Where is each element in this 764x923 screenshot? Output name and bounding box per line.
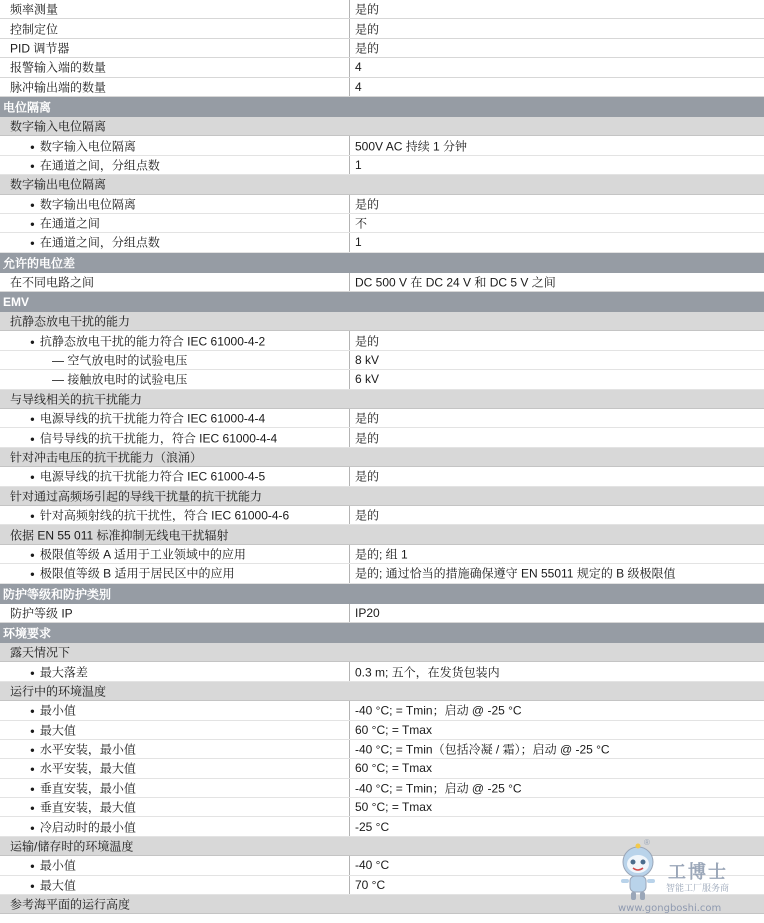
section-header: [0, 623, 764, 643]
spec-row: [0, 740, 764, 759]
spec-value: 60 °C; = Tmax: [355, 761, 432, 776]
spec-label: ● 在通道之间: [30, 215, 100, 232]
watermark-brand-name: 工博士: [668, 862, 728, 883]
spec-row: [0, 39, 764, 58]
spec-row: [0, 331, 764, 350]
watermark-registered-mark: ®: [644, 838, 650, 847]
spec-label: — 接触放电时的试验电压: [52, 372, 188, 387]
subsection-header: [0, 487, 764, 506]
spec-label: ● 垂直安装，最大值: [30, 799, 136, 816]
spec-row: [0, 817, 764, 836]
spec-row: [0, 428, 764, 447]
spec-row: [0, 564, 764, 583]
spec-row: [0, 506, 764, 525]
spec-value: 是的: [355, 22, 380, 37]
label-cell: [0, 292, 350, 312]
spec-row: [0, 233, 764, 252]
spec-label: 参考海平面的运行高度: [10, 897, 131, 912]
subsection-header: [0, 117, 764, 136]
spec-row: [0, 351, 764, 370]
spec-row: [0, 0, 764, 19]
spec-label: 数字输出电位隔离: [10, 177, 107, 192]
subsection-header: [0, 312, 764, 331]
spec-label: 露天情况下: [10, 645, 71, 660]
spec-label: ● 垂直安装，最小值: [30, 779, 136, 796]
watermark: [616, 838, 756, 918]
spec-label: ● 数字输出电位隔离: [30, 195, 136, 212]
spec-row: [0, 701, 764, 720]
spec-label: ● 信号导线的抗干扰能力，符合 IEC 61000-4-4: [30, 429, 277, 446]
spec-value: 是的: [355, 334, 380, 349]
spec-label: EMV: [3, 295, 30, 310]
spec-value: -40 °C; = Tmin；启动 @ -25 °C: [355, 781, 522, 796]
subsection-header: [0, 643, 764, 662]
spec-label: 依据 EN 55 011 标准抑制无线电干扰辐射: [10, 528, 229, 543]
spec-label: 针对冲击电压的抗干扰能力（浪涌）: [10, 450, 203, 465]
spec-value: 是的: [355, 2, 380, 17]
spec-value: 6 kV: [355, 372, 380, 387]
spec-label: 电位隔离: [3, 100, 52, 115]
spec-row: [0, 195, 764, 214]
spec-value: 1: [355, 235, 362, 250]
subsection-header: [0, 525, 764, 544]
spec-row: [0, 721, 764, 740]
section-header: [0, 292, 764, 312]
subsection-header: [0, 175, 764, 194]
spec-label: ● 水平安装，最小值: [30, 741, 136, 758]
spec-label: 频率测量: [10, 2, 59, 17]
spec-label: ● 最大值: [30, 876, 76, 893]
spec-value: 是的: [355, 411, 380, 426]
spec-label: 防护等级和防护类别: [3, 587, 112, 602]
watermark-slogan: 智能工厂服务商: [666, 883, 730, 893]
spec-value: 60 °C; = Tmax: [355, 722, 432, 737]
spec-value: 是的: [355, 41, 380, 56]
label-cell: [0, 623, 350, 643]
spec-value: 1: [355, 157, 362, 172]
spec-label: 针对通过高频场引起的导线干扰量的抗干扰能力: [10, 489, 263, 504]
spec-label: ● 最大落差: [30, 663, 88, 680]
spec-label: ● 电源导线的抗干扰能力符合 IEC 61000-4-5: [30, 468, 265, 485]
spec-row: [0, 58, 764, 77]
spec-value: 是的: [355, 508, 380, 523]
spec-row: [0, 370, 764, 389]
spec-label: 防护等级 IP: [10, 606, 73, 621]
spec-value: IP20: [355, 605, 380, 620]
spec-label: ● 在通道之间，分组点数: [30, 234, 160, 251]
spec-label: ● 在通道之间，分组点数: [30, 156, 160, 173]
spec-value: 不: [355, 216, 368, 231]
spec-row: [0, 156, 764, 175]
spec-row: [0, 759, 764, 778]
spec-label: 运行中的环境温度: [10, 684, 107, 699]
spec-value: 50 °C; = Tmax: [355, 800, 432, 815]
section-header: [0, 253, 764, 273]
spec-value: 8 kV: [355, 353, 380, 368]
spec-label: ● 电源导线的抗干扰能力符合 IEC 61000-4-4: [30, 410, 265, 427]
spec-label: ● 冷启动时的最小值: [30, 818, 136, 835]
spec-value: -25 °C: [355, 819, 390, 834]
spec-label: 在不同电路之间: [10, 275, 95, 290]
spec-row: [0, 798, 764, 817]
spec-label: ● 最小值: [30, 857, 76, 874]
subsection-header: [0, 448, 764, 467]
spec-row: [0, 604, 764, 623]
watermark-url: www.gongboshi.com: [618, 903, 722, 914]
spec-label: 与导线相关的抗干扰能力: [10, 392, 143, 407]
spec-row: [0, 779, 764, 798]
spec-label: ● 极限值等级 A 适用于工业领域中的应用: [30, 545, 246, 562]
spec-value: 是的; 通过恰当的措施确保遵守 EN 55011 规定的 B 级极限值: [355, 566, 676, 581]
spec-label: 环境要求: [3, 626, 52, 641]
spec-row: [0, 662, 764, 681]
section-header: [0, 584, 764, 604]
spec-label: 运输/储存时的环境温度: [10, 839, 134, 854]
spec-row: [0, 273, 764, 292]
spec-value: 是的: [355, 469, 380, 484]
spec-label: ● 针对高频射线的抗干扰性，符合 IEC 61000-4-6: [30, 507, 289, 524]
spec-label: 控制定位: [10, 22, 59, 37]
spec-value: -40 °C; = Tmin；启动 @ -25 °C: [355, 703, 522, 718]
spec-value: 是的: [355, 431, 380, 446]
spec-label: 报警输入端的数量: [10, 60, 107, 75]
spec-row: [0, 19, 764, 38]
spec-value: 500V AC 持续 1 分钟: [355, 139, 468, 154]
subsection-header: [0, 390, 764, 409]
spec-label: PID 调节器: [10, 41, 70, 56]
spec-value: 4: [355, 60, 362, 75]
spec-label: 允许的电位差: [3, 256, 76, 271]
spec-label: ● 水平安装，最大值: [30, 760, 136, 777]
spec-value: 是的: [355, 197, 380, 212]
section-header: [0, 97, 764, 117]
spec-value: 70 °C: [355, 877, 386, 892]
spec-label: ● 数字输入电位隔离: [30, 137, 136, 154]
spec-row: [0, 78, 764, 97]
spec-row: [0, 467, 764, 486]
spec-row: [0, 545, 764, 564]
spec-label: — 空气放电时的试验电压: [52, 353, 188, 368]
spec-value: -40 °C; = Tmin（包括冷凝 / 霜）；启动 @ -25 °C: [355, 742, 610, 757]
spec-value: DC 500 V 在 DC 24 V 和 DC 5 V 之间: [355, 275, 556, 290]
spec-value: -40 °C: [355, 858, 390, 873]
label-cell: [0, 97, 350, 117]
spec-value: 4: [355, 79, 362, 94]
spec-label: ● 最大值: [30, 721, 76, 738]
subsection-header: [0, 682, 764, 701]
spec-row: [0, 409, 764, 428]
spec-row: [0, 214, 764, 233]
spec-label: ● 抗静态放电干扰的能力符合 IEC 61000-4-2: [30, 332, 265, 349]
spec-label: ● 极限值等级 B 适用于居民区中的应用: [30, 565, 235, 582]
spec-label: 脉冲输出端的数量: [10, 80, 107, 95]
spec-row: [0, 136, 764, 155]
spec-value: 是的; 组 1: [355, 547, 408, 562]
spec-label: ● 最小值: [30, 702, 76, 719]
spec-value: 0.3 m; 五个，在发货包装内: [355, 665, 500, 680]
robot-mascot-icon: [616, 842, 660, 902]
spec-label: 抗静态放电干扰的能力: [10, 314, 131, 329]
spec-label: 数字输入电位隔离: [10, 119, 107, 134]
